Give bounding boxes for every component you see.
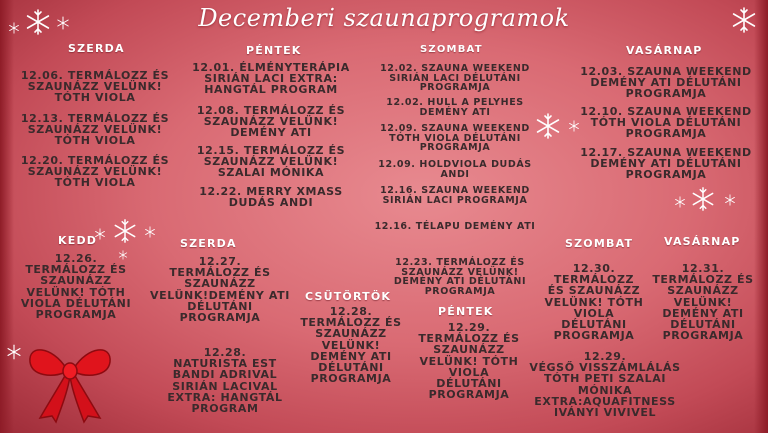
page-title: Decemberi szaunaprogramok bbox=[198, 4, 570, 32]
heading-vasarnap-2: VASÁRNAP bbox=[664, 235, 741, 248]
event-date: 12.15. bbox=[196, 144, 240, 157]
list-item bbox=[186, 186, 356, 208]
event-text: ÉLMÉNYTERÁPIA SIRIÁN LACI EXTRA: HANGTÁL PROGRAM bbox=[204, 61, 350, 97]
event-text: TERMÁLOZZ ÉS SZAUNÁZZ VELÜNK! TÓTH VIOLA DÉLUTÁNI PROGRAMJA bbox=[544, 273, 644, 343]
event-date: 12.20. bbox=[20, 154, 64, 167]
snowflake-icon bbox=[674, 196, 686, 208]
snowflake-icon bbox=[730, 6, 758, 34]
heading-szombat-2: SZOMBAT bbox=[565, 237, 634, 250]
event-text: SZAUNA WEEKEND SIRIÁN LACI DÉLUTÁNI PROGRAMJA bbox=[389, 63, 530, 94]
event-text: TERMÁLOZZ ÉS SZAUNÁZZ VELÜNK! DEMÉNY ATI DÉLUTÁNI PROGRAMJA bbox=[652, 273, 754, 343]
event-text: MERRY XMASS DUDÁS ANDI bbox=[228, 185, 343, 210]
event-date: 12.16. bbox=[374, 221, 412, 232]
list-item bbox=[186, 145, 356, 179]
list-item bbox=[10, 113, 180, 147]
event-date: 12.09. bbox=[378, 159, 416, 170]
red-bow-icon bbox=[22, 328, 118, 424]
event-date: 12.02. bbox=[386, 97, 424, 108]
heading-pentek-2: PÉNTEK bbox=[438, 305, 494, 318]
list-item bbox=[296, 306, 406, 385]
event-text: TERMÁLOZZ ÉS SZAUNÁZZ VELÜNK! TÓTH VIOLA bbox=[27, 154, 170, 190]
snowflake-icon bbox=[534, 112, 562, 140]
event-text: SZAUNA WEEKEND DEMÉNY ATI DÉLUTÁNI PROGRAMJA bbox=[590, 146, 752, 182]
snowflake-icon bbox=[112, 218, 138, 244]
event-date: 12.08. bbox=[196, 104, 240, 117]
snowflake-icon bbox=[24, 8, 52, 36]
list-item bbox=[374, 186, 536, 205]
event-date: 12.09. bbox=[380, 123, 418, 134]
event-text: TERMÁLOZZ ÉS SZAUNÁZZ VELÜNK! DEMÉNY ATI DÉLUTÁNI PROGRAMJA bbox=[300, 316, 402, 386]
event-date: 12.27. bbox=[198, 255, 242, 268]
list-item bbox=[380, 258, 540, 297]
event-date: 12.13. bbox=[20, 112, 64, 125]
snowflake-icon bbox=[724, 194, 736, 206]
event-text: TÉLAPU DEMÉNY ATI bbox=[415, 221, 536, 232]
heading-csutortok: CSÜTÖRTÖK bbox=[305, 290, 392, 303]
event-text: TERMÁLOZZ ÉS SZAUNÁZZ VELÜNK!DEMÉNY ATI DÉLUTÁNI PROGRAMJA bbox=[150, 266, 290, 325]
event-date: 12.29. bbox=[447, 321, 491, 334]
event-date: 12.01. bbox=[192, 61, 235, 74]
event-text: SZAUNA WEEKEND DEMÉNY ATI DÉLUTÁNI PROGRAMJA bbox=[590, 65, 752, 101]
heading-kedd: KEDD bbox=[58, 234, 98, 247]
list-item bbox=[578, 66, 754, 100]
list-item bbox=[374, 64, 536, 93]
event-date: 12.17. bbox=[580, 146, 623, 159]
event-text: TERMÁLOZZ ÉS SZAUNÁZZ VELÜNK! SZALAI MÓNIKA bbox=[203, 144, 346, 180]
frame-right bbox=[754, 0, 768, 433]
heading-vasarnap: VASÁRNAP bbox=[626, 44, 703, 57]
snowflake-icon bbox=[8, 22, 20, 34]
event-date: 12.02. bbox=[380, 63, 418, 74]
event-date: 12.28. bbox=[203, 346, 247, 359]
event-date: 12.22. bbox=[199, 185, 242, 198]
event-date: 12.31. bbox=[681, 262, 725, 275]
snowflake-icon bbox=[690, 186, 716, 212]
heading-szerda-2: SZERDA bbox=[180, 237, 237, 250]
event-date: 12.26. bbox=[54, 252, 98, 265]
list-item bbox=[186, 105, 356, 139]
list-item bbox=[578, 147, 754, 181]
event-date: 12.28. bbox=[329, 305, 373, 318]
list-item bbox=[414, 322, 524, 401]
event-date: 12.30. bbox=[572, 262, 616, 275]
event-text: TERMÁLOZZ ÉS SZAUNÁZZ VELÜNK! TÓTH VIOLA DÉLUTÁNI PROGRAMJA bbox=[20, 263, 132, 322]
snowflake-icon bbox=[144, 226, 156, 238]
frame-left bbox=[0, 0, 14, 433]
snowflake-icon bbox=[56, 16, 70, 30]
list-item bbox=[522, 351, 688, 418]
event-date: 12.29. bbox=[583, 350, 627, 363]
list-item bbox=[374, 160, 536, 179]
event-text: TERMÁLOZZ ÉS SZAUNÁZZ VELÜNK! DEMÉNY ATI bbox=[203, 104, 346, 140]
event-date: 12.23. bbox=[395, 257, 433, 268]
list-item bbox=[10, 155, 180, 189]
event-text: TERMÁLOZZ ÉS SZAUNÁZZ VELÜNK! TÓTH VIOLA bbox=[27, 112, 170, 148]
event-text: SZAUNA WEEKEND SIRIÁN LACI PROGRAMJA bbox=[382, 185, 530, 206]
event-date: 12.16. bbox=[380, 185, 418, 196]
heading-szombat: SZOMBAT bbox=[420, 44, 483, 55]
event-text: HULL A PELYHES DEMÉNY ATI bbox=[419, 97, 524, 118]
list-item bbox=[150, 256, 290, 323]
list-item bbox=[374, 222, 536, 232]
event-text: TERMÁLOZZ ÉS SZAUNÁZZ VELÜNK! TÓTH VIOLA DÉLUTÁNI PROGRAMJA bbox=[418, 332, 520, 402]
list-item bbox=[374, 124, 536, 153]
event-date: 12.03. bbox=[580, 65, 623, 78]
list-item bbox=[578, 106, 754, 140]
list-item bbox=[160, 347, 290, 414]
event-text: NATURISTA EST BANDI ADRIVAL SIRIÁN LACIVAL EXTRA: HANGTÁL PROGRAM bbox=[167, 357, 283, 416]
event-text: HOLDVIOLA DUDÁS ANDI bbox=[419, 159, 532, 180]
event-text: VÉGSŐ VISSZÁMLÁLÁS TÓTH PETI SZALAI MÓNIKA EXTRA:AQUAFITNESS IVÁNYI VIVIVEL bbox=[529, 361, 681, 420]
snowflake-icon bbox=[6, 344, 22, 360]
list-item bbox=[10, 70, 180, 104]
event-text: SZAUNA WEEKEND TÓTH VIOLA DÉLUTÁNI PROGRAMJA bbox=[389, 123, 530, 154]
list-item bbox=[650, 263, 756, 342]
heading-pentek: PÉNTEK bbox=[246, 44, 302, 57]
event-text: SZAUNA WEEKEND TÓTH VIOLA DÉLUTÁNI PROGRAMJA bbox=[590, 105, 752, 141]
heading-szerda: SZERDA bbox=[68, 42, 125, 55]
event-text: TERMÁLOZZ ÉS SZAUNÁZZ VELÜNK! TÓTH VIOLA bbox=[27, 69, 170, 105]
list-item bbox=[544, 263, 644, 342]
list-item bbox=[14, 253, 138, 320]
list-item bbox=[374, 98, 536, 117]
event-date: 12.06. bbox=[20, 69, 64, 82]
event-text: TERMÁLOZZ ÉS SZAUNÁZZ VELÜNK! DEMÉNY ATI DÉLUTÁNI PROGRAMJA bbox=[393, 257, 527, 298]
event-date: 12.10. bbox=[580, 105, 623, 118]
list-item bbox=[186, 62, 356, 96]
